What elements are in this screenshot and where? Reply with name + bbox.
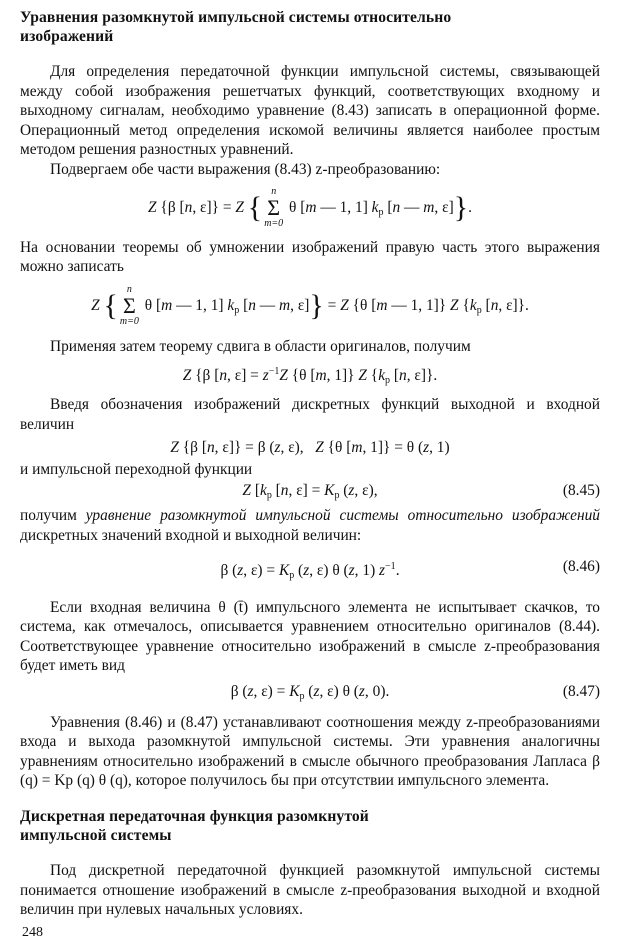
text: дискретных значений входной и выходной величин: <box>20 526 362 544</box>
paragraph: Для определения передаточной функции импульсной системы, связывающей между собой изображения решетчатых функций, соответствующих входному и выходному сигналам, необходимо уравнение (8.43) записать в операционной форме. Операционный метод определения искомой величины является наиболее простым методом решения разностных уравнений. <box>20 63 600 159</box>
paragraph: Если входная величина θ (t̄) импульсного элемента не испытывает скачков, то система, как отмечалось, описывается уравнением относительно оригиналов (8.44). Соответствующее уравнение относительно изображений в смысле z-преобразования будет иметь вид <box>20 598 600 675</box>
equation: Z {β [n, ε]} = Z { n Σ m=0 θ [m — 1, 1] $k_p$ [n — m, ε]}. <box>148 186 472 230</box>
paragraph: Под дискретной передаточной функцией разомкнутой импульсной системы понимается отношение изображений в смысле z-преобразования выходной и входной величин при нулевых начальных условиях. <box>20 862 600 919</box>
page-number: 248 <box>22 925 43 940</box>
paragraph: Введя обозначения изображений дискретных функций выходной и входной величин <box>20 395 600 433</box>
equation: Z {β [n, $\varepsilon] = z^{-1}Z$ {θ [m, 1]} Z {$k_p$ [n, ε]}. <box>182 366 438 387</box>
equation: Z { n Σ m=0 θ [m — 1, 1] $k_p$ [n — m, ε]} = Z {θ [m — 1, 1]} Z {$k_p$ [n, ε]}. <box>91 284 529 328</box>
equation: β (z, $\varepsilon) = K_p$ (z, ε) θ (z, 0). (8.47) <box>230 683 600 703</box>
section-title-2: Дискретная передаточная функция разомкнутой импульсной системы <box>20 808 369 845</box>
equation-number: (8.46) <box>562 558 600 576</box>
section-title-1: Уравнения разомкнутой импульсной системы относительно изображений <box>20 9 452 45</box>
equation-number: (8.45) <box>562 482 600 500</box>
paragraph: На основании теоремы об умножении изображений правую часть этого выражения можно записать <box>20 238 600 276</box>
paragraph: и импульсной переходной функции <box>20 460 253 478</box>
equation: Z {β [n, ε]} = β (z, ε), Z {θ [m, 1]} = θ (z, 1) <box>170 439 450 457</box>
paragraph: Применяя затем теорему сдвига в области оригиналов, получим <box>50 337 471 355</box>
text: получим <box>20 506 86 524</box>
paragraph <box>20 506 600 545</box>
equation: Z [$k_p$ [n, $\varepsilon] = K_p$ (z, ε), (8.45) <box>242 482 600 502</box>
equation: β (z, $\varepsilon) = K_p$ (z, ε) θ (z, 1) $z^{-1}$. (8.46) <box>220 558 600 582</box>
emphasis: уравнение разомкнутой импульсной системы относительно изображений <box>85 506 600 524</box>
page <box>20 8 600 920</box>
equation-number: (8.47) <box>562 683 600 701</box>
paragraph: Подвергаем обе части выражения (8.43) z-преобразованию: <box>50 160 441 178</box>
paragraph: Уравнения (8.46) и (8.47) устанавливают соотношения между z-преобразованиями входа и выхода разомкнутой импульсной системы. Эти уравнения аналогичны уравнениям относительно изображений в смысле обычного преобразования Лапласа β (q) = Kp (q) θ (q), которое получилось бы при отсутствии импульсного элемента. <box>20 713 600 790</box>
